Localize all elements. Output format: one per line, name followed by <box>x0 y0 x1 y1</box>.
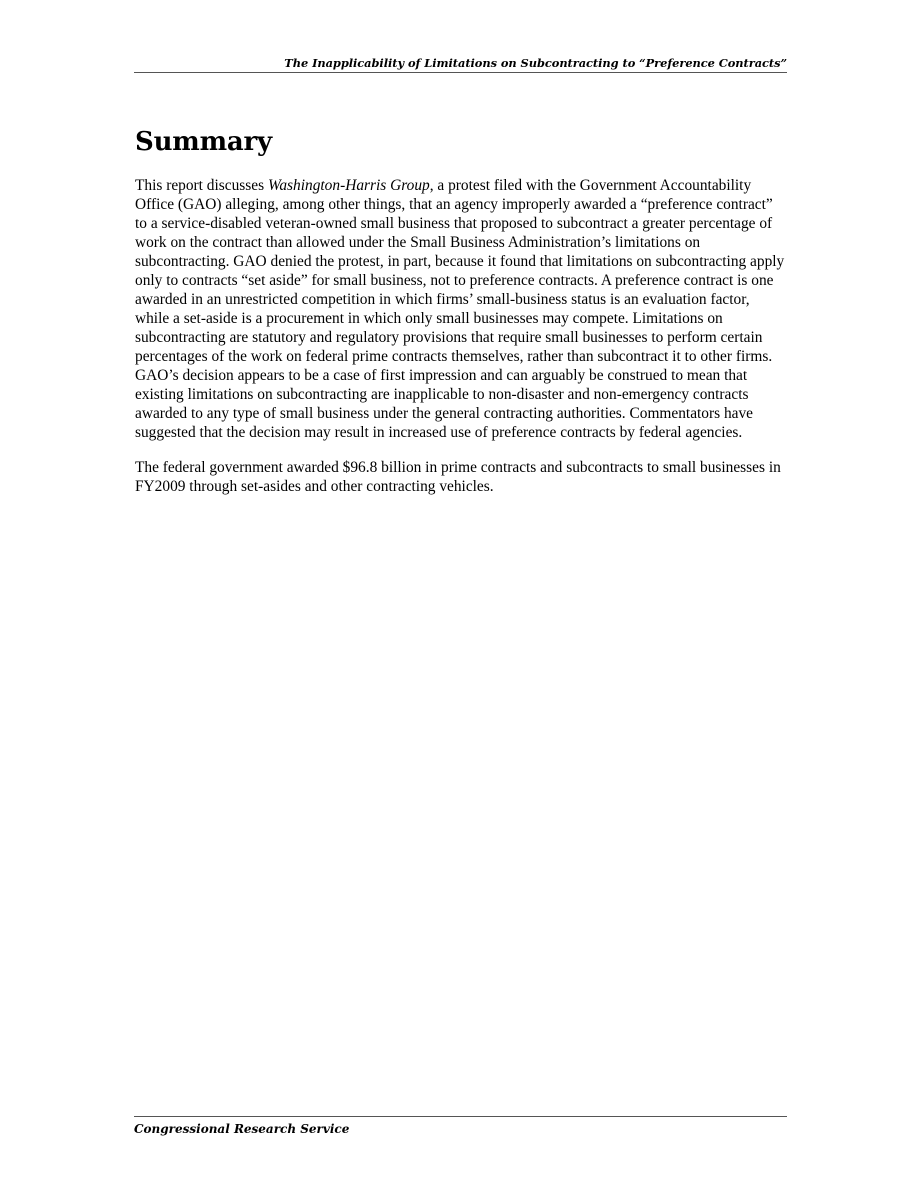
page-title: Summary <box>135 127 272 157</box>
running-header-title: The Inapplicability of Limitations on Subcontracting to “Preference Contracts” <box>284 56 787 70</box>
paragraph-1-body: , a protest filed with the Government Accountability Office (GAO) alleging, among other things, that an agency improperly awarded a “preference contract” to a service-disabled veteran-owned small business that proposed to subcontract a greater percentage of work on the contract than allowed under the Small Business Administration’s limitations on subcontracting. GAO denied the protest, in part, because it found that limitations on subcontracting apply only to contracts “set aside” for small business, not to preference contracts. A preference contract is one awarded in an unrestricted competition in which firms’ small-business status is an evaluation factor, while a set-aside is a procurement in which only small businesses may compete. Limitations on subcontracting are statutory and regulatory provisions that require small businesses to perform certain percentages of the work on federal prime contracts themselves, rather than subcontract it to other firms. GAO’s decision appears to be a case of first impression and can arguably be construed to mean that existing limitations on subcontracting are inapplicable to non-disaster and non-emergency contracts awarded to any type of small business under the general contracting authorities. Commentators have suggested that the decision may result in increased use of preference contracts by federal agencies. <box>135 177 785 441</box>
summary-body <box>135 176 785 512</box>
summary-paragraph-2: The federal government awarded $96.8 billion in prime contracts and subcontracts to small businesses in FY2009 through set-asides and other contracting vehicles. <box>135 459 781 495</box>
footer-publisher: Congressional Research Service <box>134 1122 350 1136</box>
running-header <box>134 54 787 73</box>
running-footer <box>134 1116 787 1138</box>
case-name: Washington-Harris Group <box>267 177 430 194</box>
paragraph-1-intro: This report discusses <box>135 177 268 194</box>
summary-paragraph-1 <box>135 176 785 442</box>
